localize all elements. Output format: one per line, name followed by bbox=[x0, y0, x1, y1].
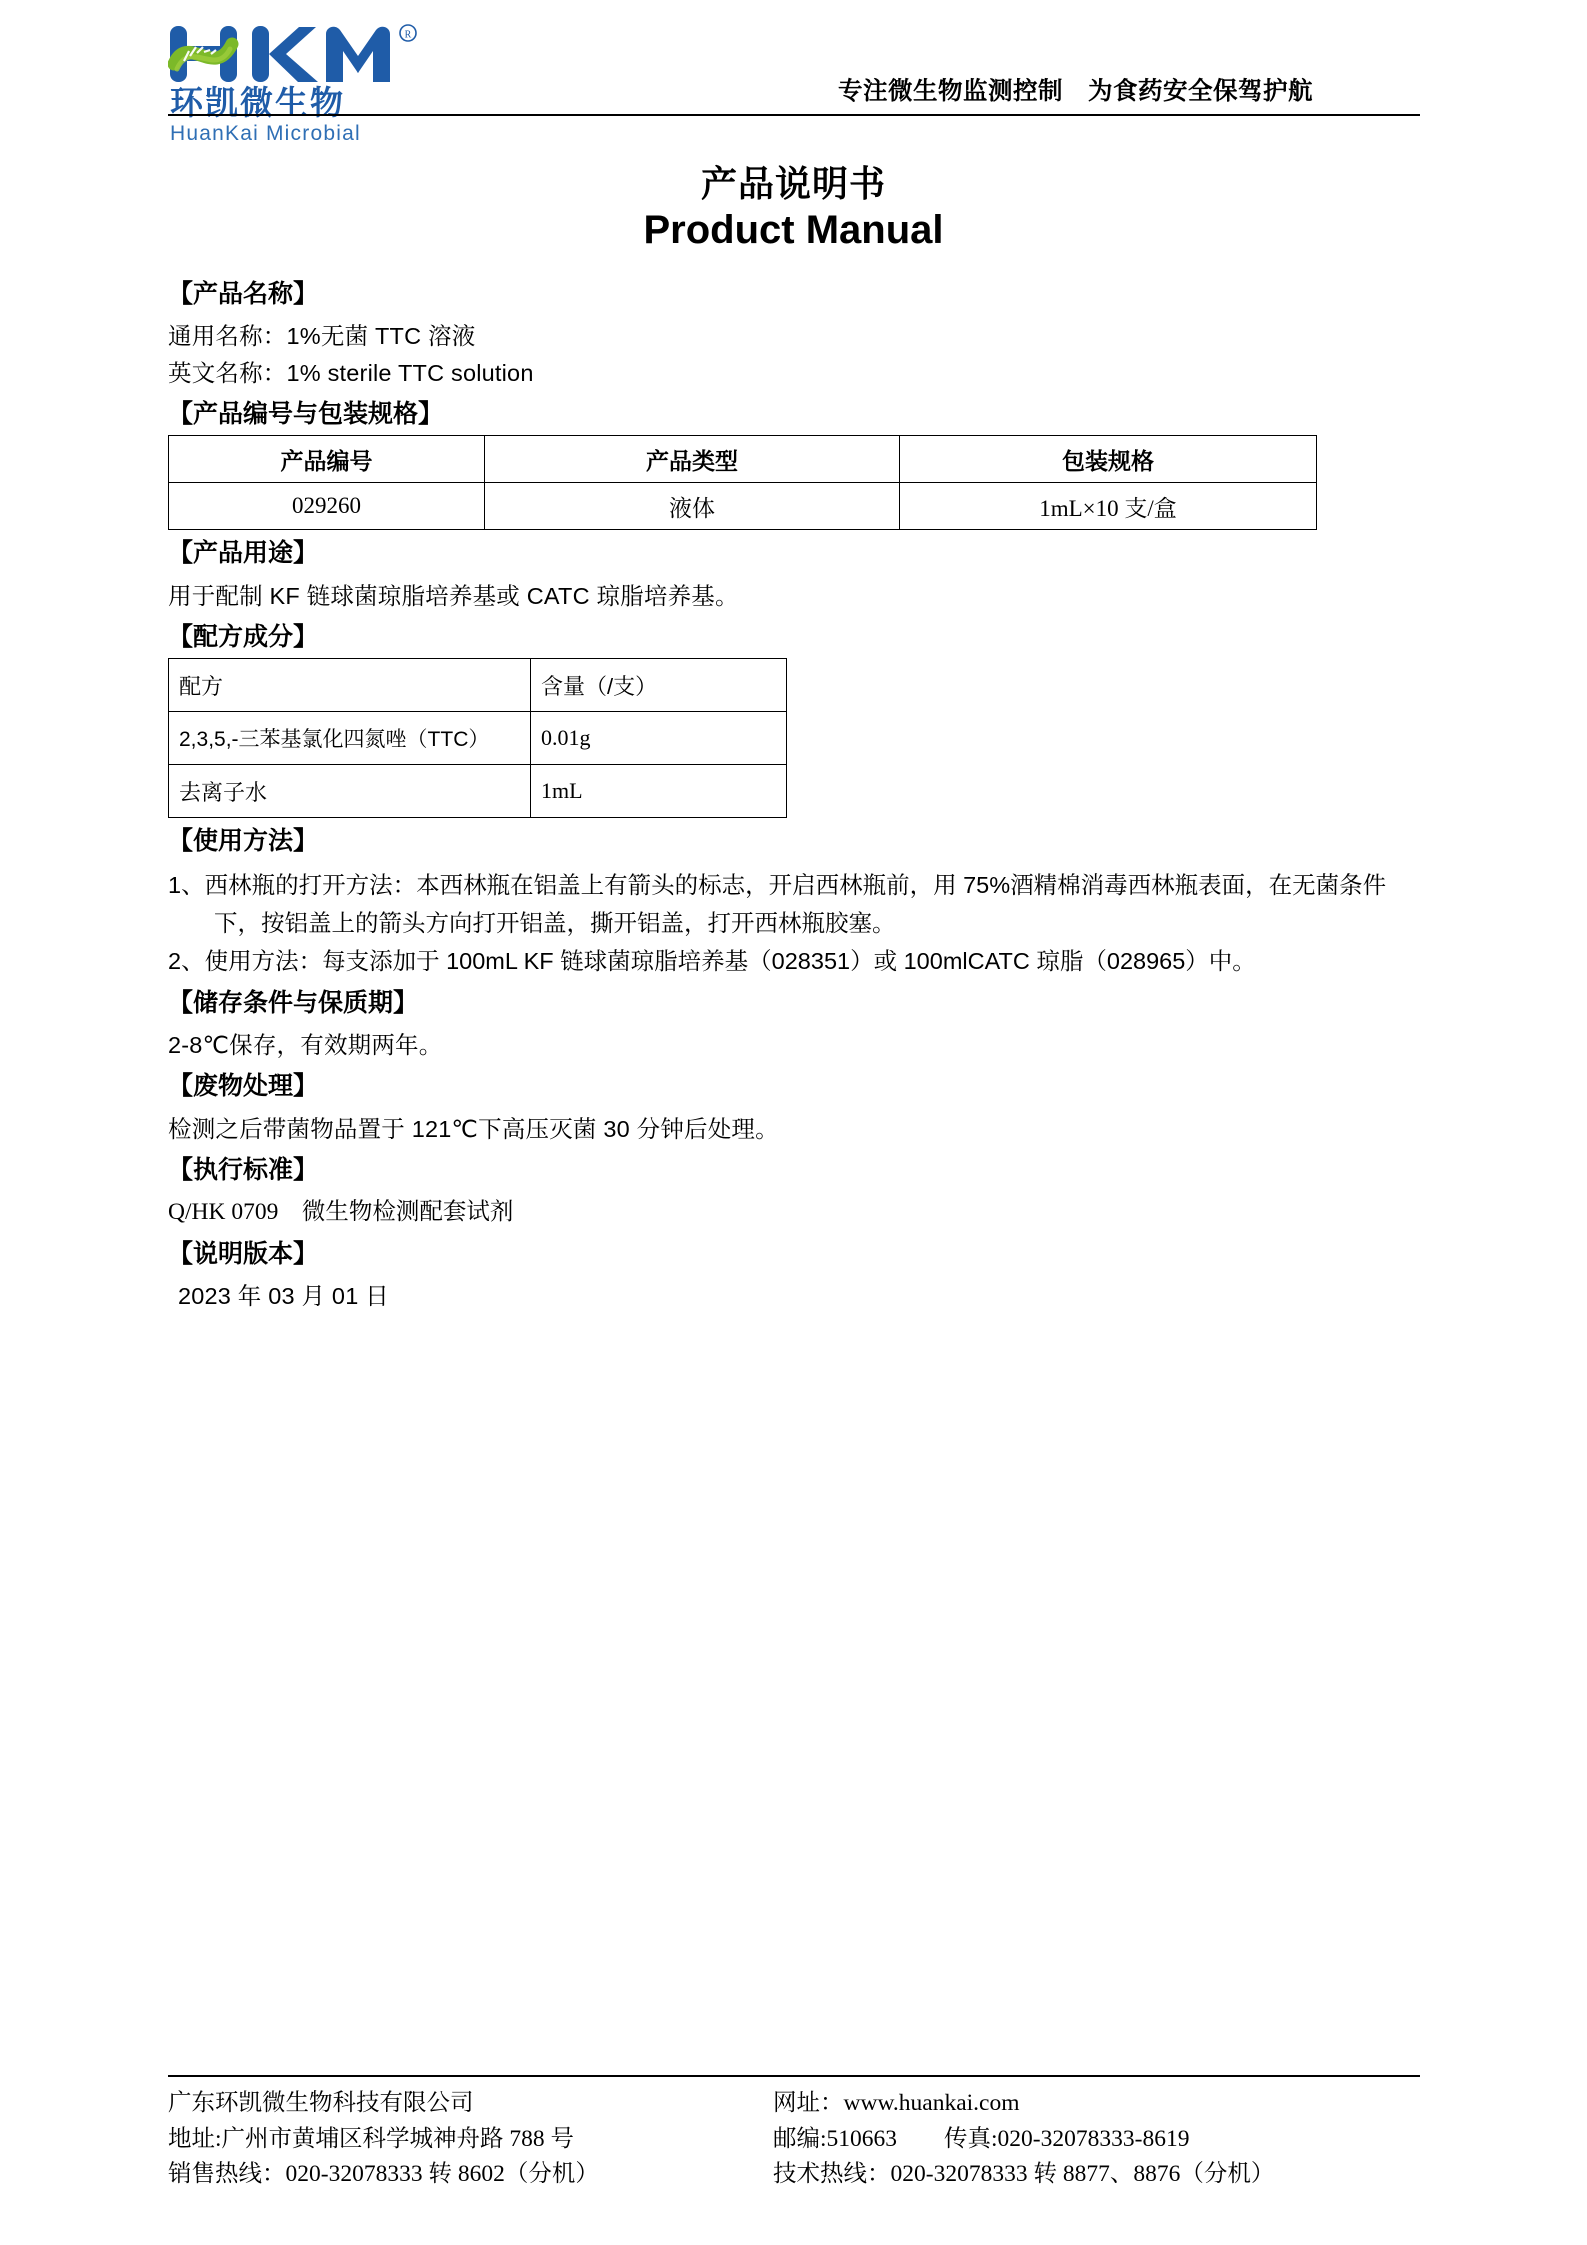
svg-text:R: R bbox=[404, 29, 412, 41]
product-generic-name-label: 通用名称： bbox=[168, 323, 287, 350]
table-row bbox=[169, 765, 787, 818]
column-header-package-spec: 包装规格 bbox=[900, 436, 1317, 483]
header-tagline: 专注微生物监测控制 为食药安全保驾护航 bbox=[838, 76, 1313, 105]
column-header-product-type: 产品类型 bbox=[485, 436, 900, 483]
product-generic-name-value: 1%无菌 TTC 溶液 bbox=[286, 323, 476, 350]
cell-package-spec: 1mL×10 支/盒 bbox=[900, 483, 1317, 530]
section-heading-usage: 【使用方法】 bbox=[168, 826, 319, 856]
section-heading-product-name: 【产品名称】 bbox=[168, 279, 319, 308]
cell-formula-water: 去离子水 bbox=[169, 765, 531, 818]
usage-item-1-line-1: 1、西林瓶的打开方法：本西林瓶在铝盖上有箭头的标志，开启西林瓶前，用 75%酒精棉消毒西林瓶表面，在无菌条件 bbox=[168, 871, 1387, 898]
header-divider bbox=[168, 114, 1420, 116]
usage-item-1 bbox=[168, 866, 1426, 942]
footer-website: 网址：www.huankai.com bbox=[773, 2090, 1020, 2116]
footer-company-name: 广东环凯微生物科技有限公司 bbox=[168, 2090, 474, 2116]
product-generic-name-row bbox=[168, 318, 1426, 354]
product-english-name-value: 1% sterile TTC solution bbox=[286, 359, 534, 386]
cell-product-code: 029260 bbox=[169, 483, 485, 530]
page-title-en: Product Manual bbox=[643, 208, 944, 252]
version-date: 2023 年 03 月 01 日 bbox=[178, 1282, 389, 1309]
logo-company-name-cn: 环凯微生物 bbox=[170, 84, 345, 121]
table-row bbox=[169, 483, 1317, 530]
company-logo bbox=[168, 22, 438, 147]
hkm-wordmark-icon bbox=[168, 22, 428, 84]
column-header-content: 含量（/支） bbox=[531, 659, 787, 712]
column-header-formula: 配方 bbox=[169, 659, 531, 712]
table-header-row bbox=[169, 659, 787, 712]
table-row bbox=[169, 712, 787, 765]
usage-item-1-line-2: 下，按铝盖上的箭头方向打开铝盖，撕开铝盖，打开西林瓶胶塞。 bbox=[214, 909, 896, 936]
footer-divider bbox=[168, 2075, 1420, 2077]
standard-text: Q/HK 0709 微生物检测配套试剂 bbox=[168, 1199, 514, 1226]
document-body bbox=[168, 278, 1426, 1314]
product-english-name-label: 英文名称： bbox=[168, 359, 287, 386]
footer-left-column bbox=[168, 2086, 773, 2193]
purpose-text: 用于配制 KF 链球菌琼脂培养基或 CATC 琼脂培养基。 bbox=[168, 582, 739, 609]
section-heading-formula: 【配方成分】 bbox=[168, 622, 319, 652]
footer-sales-hotline: 销售热线：020-32078333 转 8602（分机） bbox=[168, 2161, 599, 2188]
page-title-cn: 产品说明书 bbox=[700, 164, 886, 205]
section-heading-version: 【说明版本】 bbox=[168, 1238, 319, 1268]
logo-company-name-en: HuanKai Microbial bbox=[170, 122, 361, 145]
product-english-name-row bbox=[168, 355, 1426, 391]
cell-content-water: 1mL bbox=[531, 765, 787, 818]
footer-right-column bbox=[773, 2086, 1413, 2193]
footer-address: 地址:广州市黄埔区科学城神舟路 788 号 bbox=[168, 2125, 575, 2152]
product-code-table bbox=[168, 435, 1317, 530]
page-header bbox=[0, 0, 1587, 150]
storage-text: 2-8℃保存，有效期两年。 bbox=[168, 1031, 443, 1058]
table-header-row bbox=[169, 436, 1317, 483]
footer-postcode-fax: 邮编:510663 传真:020-32078333-8619 bbox=[773, 2125, 1190, 2152]
section-heading-waste: 【废物处理】 bbox=[168, 1071, 319, 1101]
cell-formula-ttc: 2,3,5,-三苯基氯化四氮唑（TTC） bbox=[169, 712, 531, 765]
footer-tech-hotline: 技术热线：020-32078333 转 8877、8876（分机） bbox=[773, 2161, 1275, 2188]
section-heading-standard: 【执行标准】 bbox=[168, 1155, 319, 1185]
column-header-product-code: 产品编号 bbox=[169, 436, 485, 483]
cell-product-type: 液体 bbox=[485, 483, 900, 530]
formula-table bbox=[168, 658, 787, 818]
usage-item-2 bbox=[168, 942, 1426, 980]
usage-item-2-line-1: 2、使用方法：每支添加于 100mL KF 链球菌琼脂培养基（028351）或 100mlCATC 琼脂（028965）中。 bbox=[168, 947, 1256, 974]
section-heading-product-code: 【产品编号与包装规格】 bbox=[168, 399, 444, 429]
cell-content-ttc: 0.01g bbox=[531, 712, 787, 765]
section-heading-storage: 【储存条件与保质期】 bbox=[168, 987, 419, 1017]
waste-text: 检测之后带菌物品置于 121℃下高压灭菌 30 分钟后处理。 bbox=[168, 1115, 779, 1142]
page-footer bbox=[168, 2075, 1420, 2193]
section-heading-purpose: 【产品用途】 bbox=[168, 538, 319, 568]
